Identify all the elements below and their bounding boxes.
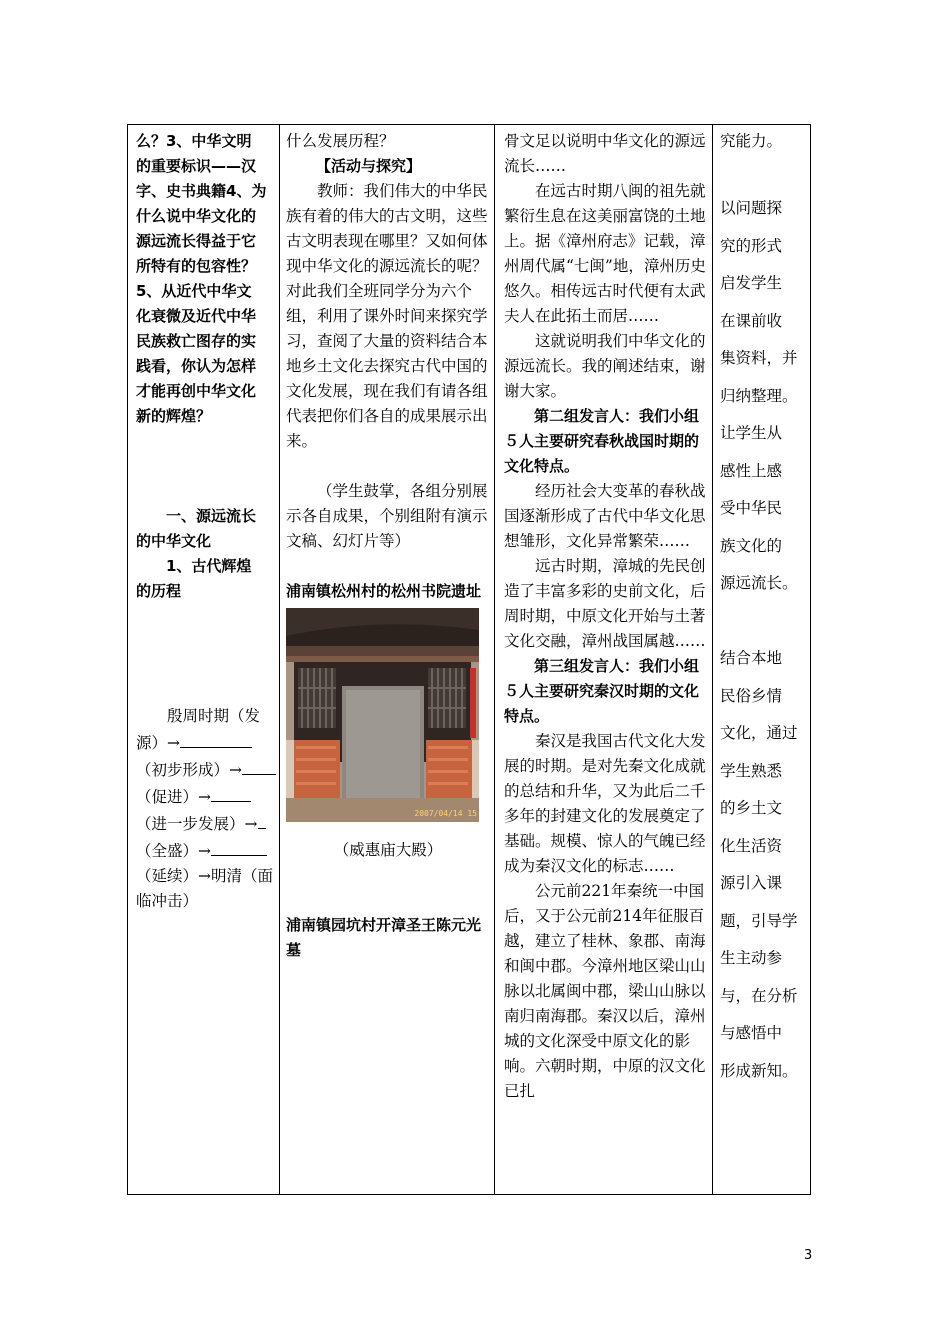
site-title: 浦南镇松州村的松州书院遗址	[286, 582, 482, 600]
answer-blank[interactable]	[180, 729, 252, 748]
text-paragraph: 秦汉是我国古代文化大发展的时期。是对先秦文化成就的总结和升华，又为此后二千多年的封建文化的发展奠定了基础。规模、惊人的气魄已经成为秦汉文化的标志……	[504, 732, 706, 875]
teacher-paragraph: 教师：我们伟大的中华民族有着的伟大的古文明，这些古文明表现在哪里？又如何体现中华文化的源远流长的呢？对此我们全班同学分为六个组，利用了课外时间来探究学习，查阅了大量的资料结合本地乡土文化去探究古代中国的文化发展，现在我们有请各组代表把你们各自的成果展示出来。	[286, 182, 488, 450]
question-line: 源远流长得益于它	[136, 232, 257, 250]
column-divider	[494, 125, 495, 1194]
content-column	[504, 129, 708, 1104]
timeline-fill-blank: 殷周时期（发源）→（初步形成）→（促进）→（进一步发展）→（全盛）→（延续）→明清（面临冲击）	[136, 704, 276, 914]
answer-blank[interactable]	[211, 783, 251, 802]
note-line: 文化，通过	[720, 724, 798, 742]
note-line: 感性上感	[720, 461, 783, 480]
answer-blank[interactable]	[211, 837, 267, 856]
question-line: 什么说中华文化的	[136, 207, 257, 225]
question-line: 的重要标识——汉	[136, 157, 257, 175]
photo-timestamp: 2007/04/14 15	[414, 809, 477, 818]
note-line: 集资料，并	[720, 349, 798, 367]
note-line: 化生活资	[720, 836, 783, 855]
note-line: 学生熟悉	[720, 761, 783, 780]
text-paragraph: 这就说明我们中华文化的源远流长。我的阐述结束，谢谢大家。	[504, 332, 706, 400]
question-line: 5、从近代中华文	[136, 282, 252, 300]
note-line: 形成新知。	[720, 1061, 798, 1080]
question-list	[136, 129, 276, 429]
note-line: 的乡土文	[720, 799, 783, 817]
text-paragraph: 远古时期，漳城的先民创造了丰富多彩的史前文化，后周时期，中原文化开始与土著文化交融，漳州战国属越……	[504, 557, 706, 650]
question-line: 新的辉煌？	[136, 407, 212, 425]
note-line: 启发学生	[720, 274, 783, 292]
note-line: 源远流长。	[720, 574, 798, 592]
question-line: 才能再创中华文化	[136, 382, 257, 400]
column-divider	[279, 125, 280, 1194]
student-paragraph: （学生鼓掌，各组分别展示各自成果，个别组附有演示文稿、幻灯片等）	[286, 482, 488, 550]
note-line: 受中华民	[720, 499, 783, 517]
answer-blank[interactable]	[258, 810, 266, 829]
notes-column	[720, 129, 806, 1090]
content-column	[136, 129, 276, 914]
section-heading: 一、源远流长	[166, 507, 257, 525]
note-line: 源引入课	[720, 874, 783, 892]
activity-title: 【活动与探究】	[316, 157, 422, 175]
note-line: 在课前收	[720, 311, 783, 330]
note-line: 归纳整理。	[720, 386, 798, 405]
page-number: 3	[804, 1248, 813, 1263]
note-line: 与，在分析	[720, 986, 798, 1005]
section-heading: 的中华文化	[136, 532, 212, 550]
lesson-table	[127, 124, 811, 1195]
text-paragraph: 骨文足以说明中华文化的源远流长……	[504, 132, 706, 175]
content-column	[286, 129, 490, 963]
photo-caption: （威惠庙大殿）	[333, 841, 443, 859]
note-line: 族文化的	[720, 536, 783, 555]
text-paragraph: 经历社会大变革的春秋战国逐渐形成了古代中华文化思想雏形，文化异常繁荣……	[504, 482, 706, 550]
temple-photo	[286, 608, 479, 822]
note-line: 究能力。	[720, 132, 783, 150]
question-line: 所特有的包容性？	[136, 257, 257, 275]
question-line: 化衰微及近代中华	[136, 307, 257, 325]
note-line: 与感悟中	[720, 1024, 783, 1042]
note-line: 让学生从	[720, 424, 783, 442]
note-line: 究的形式	[720, 236, 783, 255]
note-line: 结合本地	[720, 649, 783, 667]
text-paragraph: 在远古时期八闽的祖先就繁衍生息在这美丽富饶的土地上。据《漳州府志》记载，漳州周代属“七闽”地，漳州历史悠久。相传远古时代便有太武夫人在此拓土而居……	[504, 182, 706, 325]
text-paragraph: 公元前221年秦统一中国后，又于公元前214年征服百越，建立了桂林、象郡、南海和闽中郡。今漳州地区梁山山脉以北属闽中郡，梁山山脉以南归南海郡。秦汉以后，漳州城的文化深受中原文化的影响。六朝时期，中原的汉文化已扎	[504, 882, 706, 1100]
question-line: 字、史书典籍4、为	[136, 182, 267, 200]
column-divider	[712, 125, 713, 1194]
note-line: 生主动参	[720, 949, 783, 967]
question-line: 民族救亡图存的实	[136, 332, 257, 350]
temple-image	[286, 608, 479, 822]
answer-blank[interactable]	[242, 756, 276, 775]
note-line: 以问题探	[720, 199, 783, 217]
site-title: 浦南镇园坑村开漳圣王陈元光墓	[286, 916, 482, 959]
subsection-heading: 1、古代辉煌	[166, 557, 252, 575]
text-line: 什么发展历程？	[286, 132, 395, 150]
note-line: 民俗乡情	[720, 686, 783, 705]
question-line: 践看，你认为怎样	[136, 357, 257, 375]
group-speaker: 第二组发言人：我们小组５人主要研究春秋战国时期的文化特点。	[504, 407, 700, 475]
note-line: 题，引导学	[720, 911, 798, 930]
question-line: 么？3、中华文明	[136, 132, 252, 150]
subsection-heading: 的历程	[136, 582, 182, 600]
group-speaker: 第三组发言人：我们小组５人主要研究秦汉时期的文化特点。	[504, 657, 700, 725]
